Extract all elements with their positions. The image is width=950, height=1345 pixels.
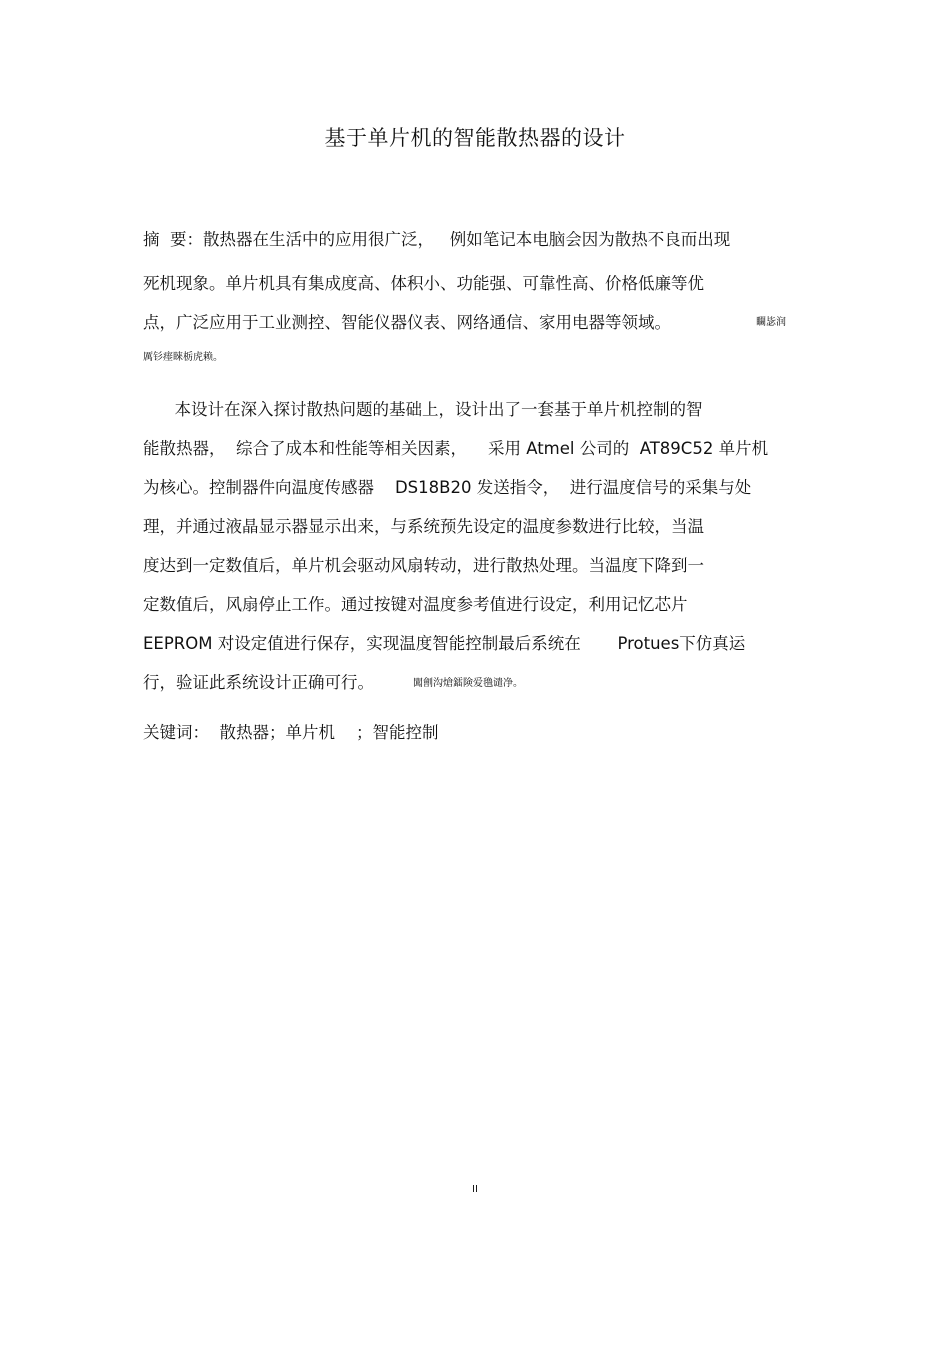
abstract-line: 死机现象。单片机具有集成度高、体积小、功能强、可靠性高、价格低廉等优 [143,274,704,293]
keywords: 关键词： 散热器；单片机 ；智能控制 [143,723,439,742]
garbled-text: 闖劊沟熗鐳険爱氇谴净。 [413,678,523,689]
body-line: 本设计在深入探讨散热问题的基础上，设计出了一套基于单片机控制的智 [143,400,703,419]
body-line: 行，验证此系统设计正确可行。 [143,673,374,692]
body-line: 能散热器， 综合了成本和性能等相关因素， 采用 Atmel 公司的 AT89C52 单片机 [143,439,769,458]
body-line: 理，并通过液晶显示器显示出来，与系统预先设定的温度参数进行比较，当温 [143,517,704,536]
abstract-line: 点，广泛应用于工业测控、智能仪器仪表、网络通信、家用电器等领域。 [143,313,671,332]
body-line: 为核心。控制器件向温度传感器 DS18B20 发送指令， 进行温度信号的采集与处 [143,478,752,497]
document-title: 基于单片机的智能散热器的设计 [324,126,626,150]
body-line: 度达到一定数值后，单片机会驱动风扇转动，进行散热处理。当温度下降到一 [143,556,704,575]
body-line: 定数值后，风扇停止工作。通过按键对温度参考值进行设定，利用记忆芯片 [143,595,688,614]
abstract-line: 摘 要：散热器在生活中的应用很广泛， 例如笔记本电脑会因为散热不良而出现 [143,230,731,249]
garbled-text: 厲钐瘗睞栃虎赖。 [143,352,223,363]
garbled-text: 矙毖润 [756,317,786,328]
body-line: EEPROM 对设定值进行保存，实现温度智能控制最后系统在 Protues下仿真运 [143,634,746,653]
page-number: II [472,1184,478,1195]
